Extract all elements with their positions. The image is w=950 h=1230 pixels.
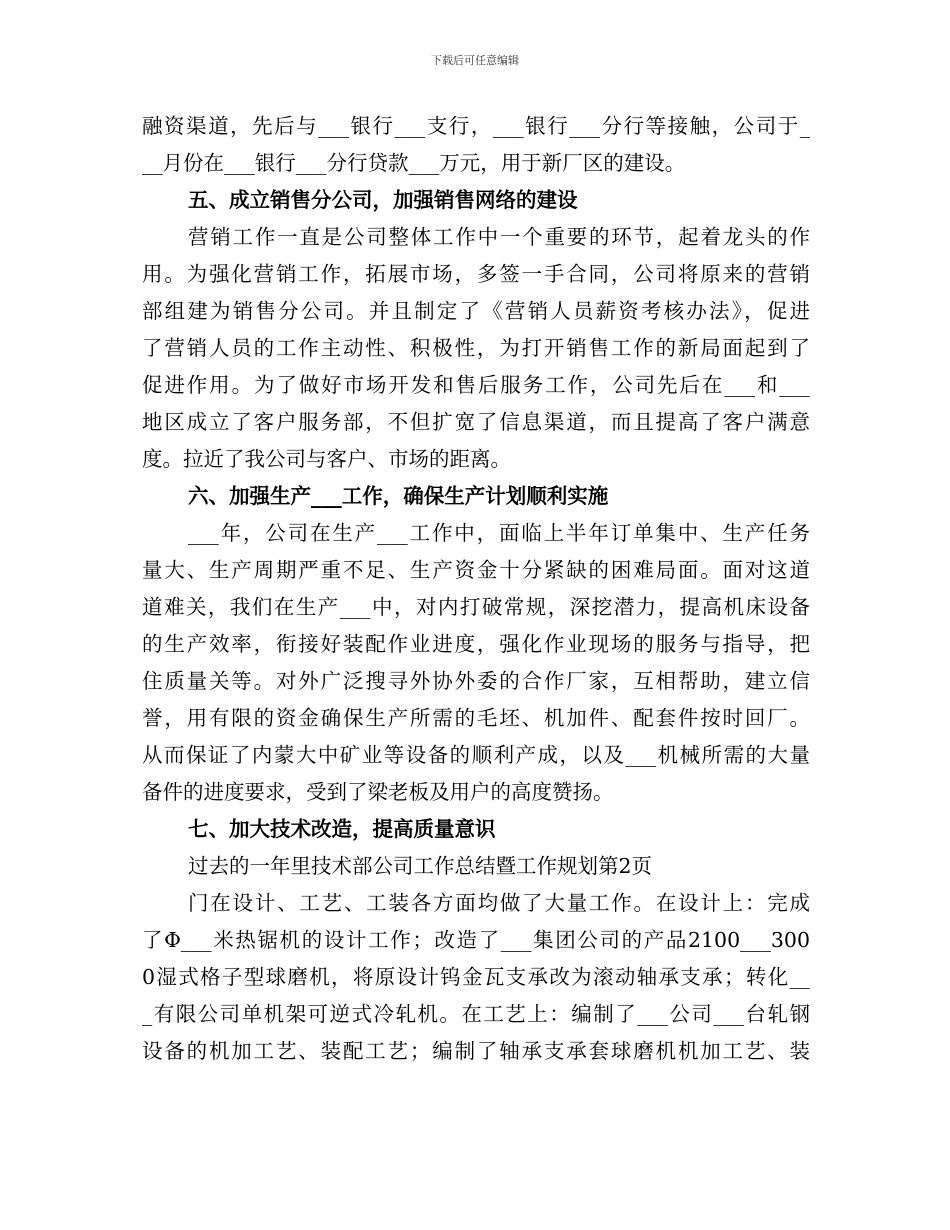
paragraph-line: 从而保证了内蒙大中矿业等设备的顺利产成，以及___机械所需的大量: [142, 743, 810, 767]
document-body: [142, 108, 810, 1070]
paragraph-line: 的生产效率，衔接好装配作业进度，强化作业现场的服务与指导，把: [142, 632, 810, 656]
section-heading-7: 七、加大技术改造，提高质量意识: [188, 817, 496, 841]
header-note: 下载后可任意编辑: [431, 54, 519, 67]
paragraph-line: 地区成立了客户服务部，不但扩宽了信息渠道，而且提高了客户满意: [142, 410, 810, 434]
paragraph-line: 设备的机加工艺、装配工艺；编制了轴承支承套球磨机机加工艺、装: [142, 1039, 810, 1063]
paragraph-line: 用。为强化营销工作，拓展市场，多签一手合同，公司将原来的营销: [142, 262, 810, 286]
paragraph-line: 了营销人员的工作主动性、积极性，为打开销售工作的新局面起到了: [142, 336, 810, 360]
paragraph-line: 量大、生产周期严重不足、生产资金十分紧缺的困难局面。面对这道: [142, 558, 810, 582]
paragraph-line: __月份在___银行___分行贷款___万元，用于新厂区的建设。: [142, 151, 686, 175]
paragraph-line: 了Φ___米热锯机的设计工作；改造了___集团公司的产品2100___300: [142, 928, 810, 952]
paragraph-line: ___年，公司在生产___工作中，面临上半年订单集中、生产任务: [188, 521, 810, 545]
paragraph-line: 住质量关等。对外广泛搜寻外协外委的合作厂家，互相帮助，建立信: [142, 669, 810, 693]
paragraph-line: 备件的进度要求，受到了梁老板及用户的高度赞扬。: [142, 780, 614, 804]
paragraph-line: 0湿式格子型球磨机，将原设计钨金瓦支承改为滚动轴承支承；转化__: [142, 965, 810, 989]
paragraph-line: 融资渠道，先后与___银行___支行，___银行___分行等接触，公司于_: [142, 114, 810, 138]
section-heading-6: 六、加强生产___工作，确保生产计划顺利实施: [188, 484, 609, 508]
section-heading-5: 五、成立销售分公司，加强销售网络的建设: [188, 188, 578, 212]
paragraph-line: 促进作用。为了做好市场开发和售后服务工作，公司先后在___和___: [142, 373, 810, 397]
paragraph-line: 度。拉近了我公司与客户、市场的距离。: [142, 447, 511, 471]
paragraph-line: 道难关，我们在生产___中，对内打破常规，深挖潜力，提高机床设备: [142, 595, 810, 619]
paragraph-line: 部组建为销售分公司。并且制定了《营销人员薪资考核办法》，促进: [142, 299, 810, 323]
paragraph-line: 门在设计、工艺、工装各方面均做了大量工作。在设计上：完成: [188, 891, 810, 915]
page-footer-line: 过去的一年里技术部公司工作总结暨工作规划第2页: [188, 854, 653, 878]
paragraph-line: _有限公司单机架可逆式冷轧机。在工艺上：编制了___公司___台轧钢: [142, 1002, 810, 1026]
paragraph-line: 营销工作一直是公司整体工作中一个重要的环节，起着龙头的作: [188, 225, 810, 249]
paragraph-line: 誉，用有限的资金确保生产所需的毛坯、机加件、配套件按时回厂。: [142, 706, 810, 730]
